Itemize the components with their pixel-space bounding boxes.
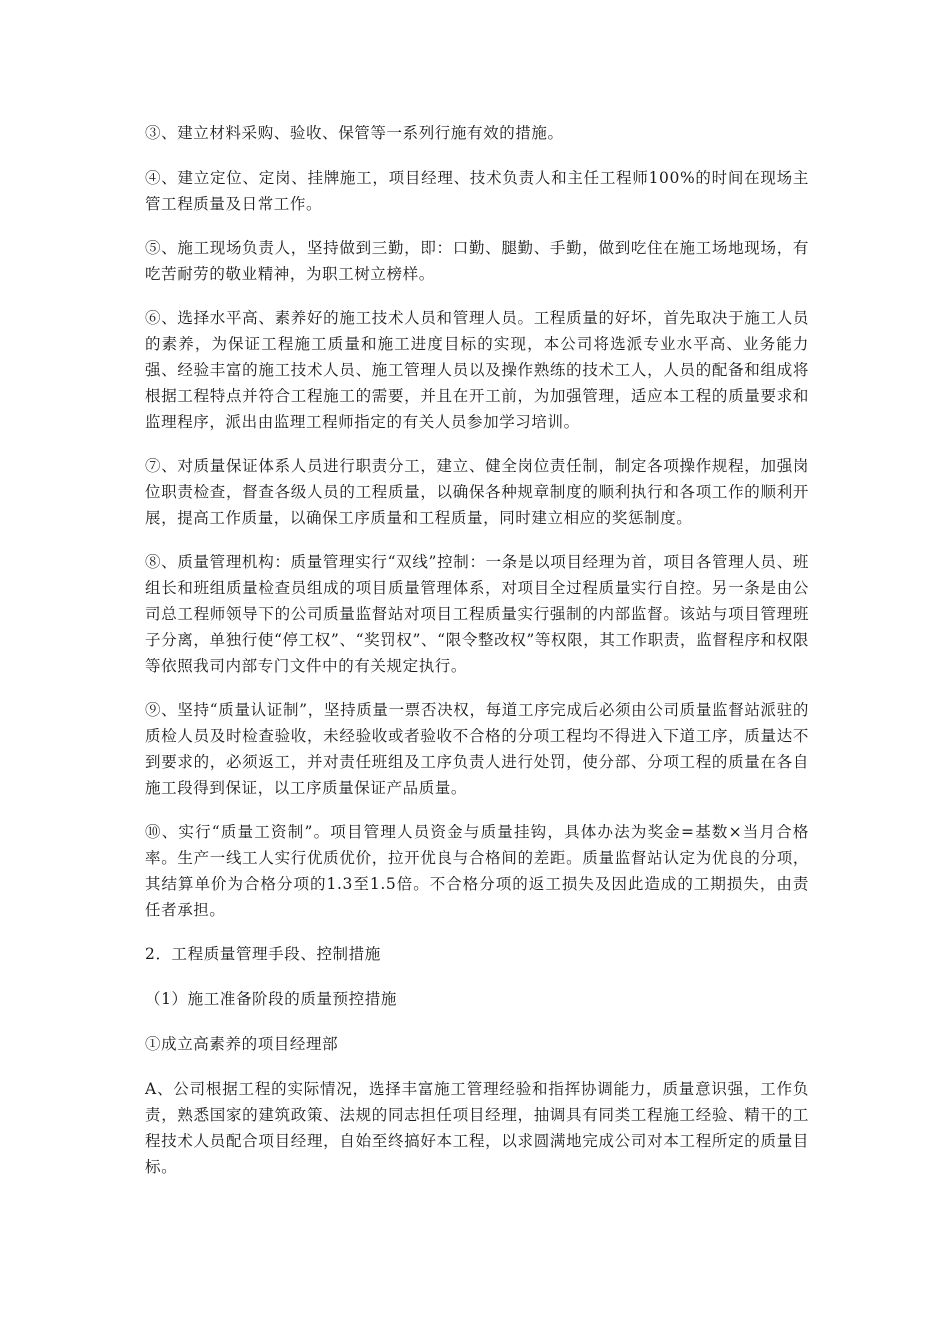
paragraph-item-5: ⑤、施工现场负责人，坚持做到三勤，即：口勤、腿勤、手勤，做到吃住在施工场地现场，有吃苦耐劳的敬业精神，为职工树立榜样。 xyxy=(145,239,809,283)
paragraph-item-a: A、公司根据工程的实际情况，选择丰富施工管理经验和指挥协调能力，质量意识强，工作负责，熟悉国家的建筑政策、法规的同志担任项目经理，抽调具有同类工程施工经验、精干的工程技术人员配合项目经理，自始至终搞好本工程，以求圆满地完成公司对本工程所定的质量目标。 xyxy=(145,1080,809,1176)
paragraph-item-3: ③、建立材料采购、验收、保管等一系列行施有效的措施。 xyxy=(145,124,564,142)
section-heading: 2．工程质量管理手段、控制措施 xyxy=(145,945,381,963)
paragraph-item-4: ④、建立定位、定岗、挂牌施工，项目经理、技术负责人和主任工程师100%的时间在现场主管工程质量及日常工作。 xyxy=(145,169,809,213)
paragraph-item-8: ⑧、质量管理机构：质量管理实行“双线”控制：一条是以项目经理为首，项目各管理人员、班组长和班组质量检查员组成的项目质量管理体系，对项目全过程质量实行自控。另一条是由公司总工程师领导下的公司质量监督站对项目工程质量实行强制的内部监督。该站与项目管理班子分离，单独行使“停工权”、“奖罚权”、“限令整改权”等权限，其工作职责，监督程序和权限等依照我司内部专门文件中的有关规定执行。 xyxy=(145,553,809,675)
paragraph-item-10: ⑩、实行“质量工资制”。项目管理人员资金与质量挂钩，具体办法为奖金=基数×当月合格率。生产一线工人实行优质优价，拉开优良与合格间的差距。质量监督站认定为优良的分项，其结算单价为合格分项的1.3至1.5倍。不合格分项的返工损失及因此造成的工期损失，由责任者承担。 xyxy=(145,823,809,919)
paragraph-item-7: ⑦、对质量保证体系人员进行职责分工，建立、健全岗位责任制，制定各项操作规程，加强岗位职责检查，督查各级人员的工程质量，以确保各种规章制度的顺利执行和各项工作的顺利开展，提高工作质量，以确保工序质量和工程质量，同时建立相应的奖惩制度。 xyxy=(145,457,809,527)
document-body xyxy=(145,120,809,1198)
paragraph-item-6: ⑥、选择水平高、素养好的施工技术人员和管理人员。工程质量的好坏，首先取决于施工人员的素养，为保证工程施工质量和施工进度目标的实现，本公司将选派专业水平高、业务能力强、经验丰富的施工技术人员、施工管理人员以及操作熟练的技术工人，人员的配备和组成将根据工程特点并符合工程施工的需要，并且在开工前，为加强管理，适应本工程的质量要求和监理程序，派出由监理工程师指定的有关人员参加学习培训。 xyxy=(145,309,809,431)
paragraph-item-9: ⑨、坚持“质量认证制”，坚持质量一票否决权，每道工序完成后必须由公司质量监督站派驻的质检人员及时检查验收，未经验收或者验收不合格的分项工程均不得进入下道工序，质量达不到要求的，必须返工，并对责任班组及工序负责人进行处罚，使分部、分项工程的质量在各自施工段得到保证，以工序质量保证产品质量。 xyxy=(145,701,809,797)
item-heading: ①成立高素养的项目经理部 xyxy=(145,1035,339,1053)
subsection-heading: （1）施工准备阶段的质量预控措施 xyxy=(145,990,397,1008)
